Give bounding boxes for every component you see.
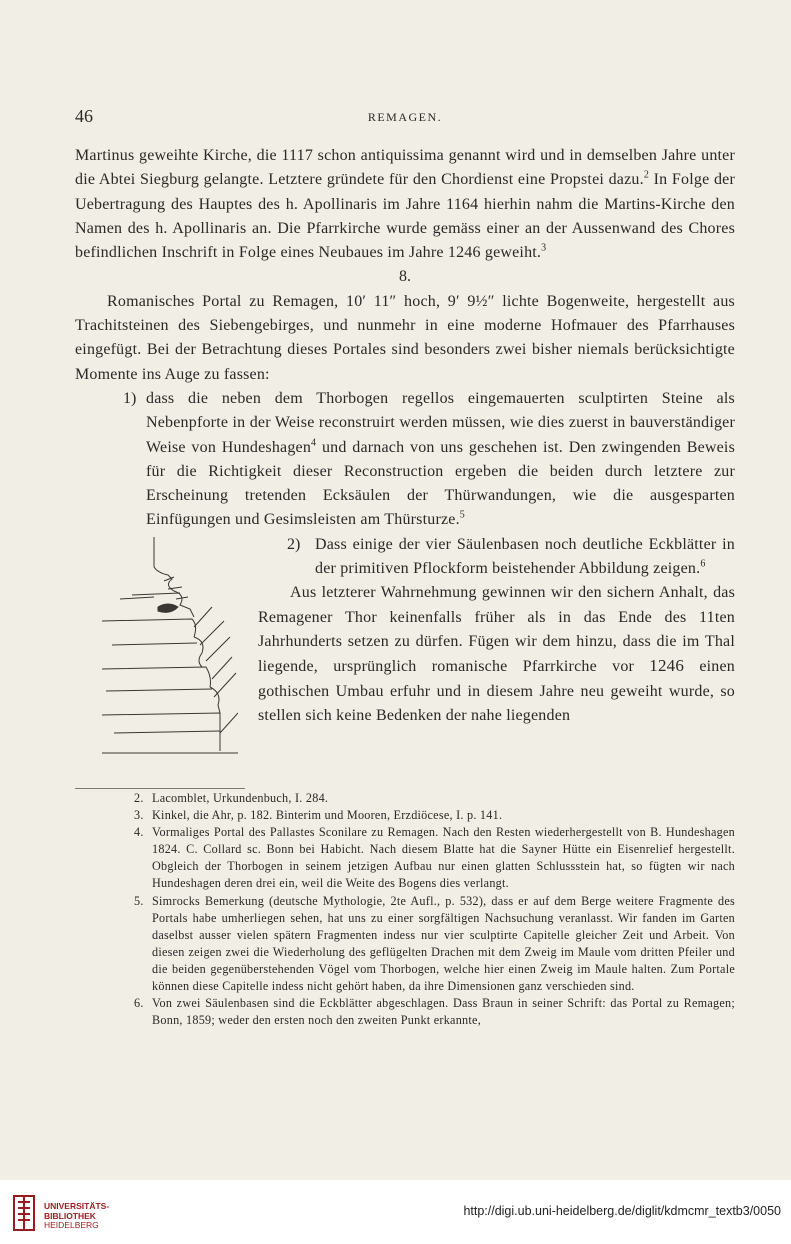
footnote-ref-5[interactable]: 5 xyxy=(459,510,465,522)
conclusion-paragraph xyxy=(258,581,735,728)
intro-text-a: Martinus geweihte Kirche, die 1117 schon antiquissima genannt wird und in demselben Jahre unter die Abtei Siegburg gelangte. Letztere gründete für den Chordienst eine Propstei dazu. xyxy=(75,147,735,189)
footnote-text: Lacomblet, Urkundenbuch, I. 284. xyxy=(152,791,329,805)
footnote-number: 6. xyxy=(134,996,144,1011)
footnote-divider xyxy=(75,788,245,789)
list-item-1 xyxy=(75,387,735,533)
list-number-1: 1) xyxy=(123,389,137,407)
item2-text: Dass einige der vier Säulenbasen noch deutliche Eckblätter in der primitiven Pflockform beistehender Abbildung zeigen. xyxy=(315,535,735,578)
para3-text-b: einen gothischen Umbau erfuhr und in diesem Jahre neu geweiht wurde, so stellen sich keine Bedenken der nahe liegenden xyxy=(258,658,735,724)
footnote-ref-6[interactable]: 6 xyxy=(700,558,706,570)
footnote-text: Von zwei Säulenbasen sind die Eckblätter abgeschlagen. Dass Braun in seiner Schrift: das Portal zu Remagen; Bonn, 1859; weder den ersten noch den zweiten Punkt erkannte, xyxy=(152,996,735,1028)
footnote-2 xyxy=(134,790,735,807)
footnotes xyxy=(134,790,735,1029)
para3-year: 1246 xyxy=(649,656,685,676)
footnote-text: Vormaliges Portal des Pallastes Sconilare zu Remagen. Nach den Resten wiederhergestellt von B. Hundeshagen 1824. C. Collard sc. Bonn bei Habicht. Nach diesem Blatte hat die Sayner Hütte ein Eisenrelief hergestellt. Obgleich der Thorbogen in seinem jetzigen Aufbau nur einen glatten Schlussstein hat, so fügten wir nach Hundeshagen deren drei ein, weil die Weite des Bogens dies verlangt. xyxy=(152,825,735,891)
body-text xyxy=(75,144,735,728)
running-title: REMAGEN. xyxy=(367,110,443,124)
list-item-2-text xyxy=(315,533,735,582)
list-item-1-text xyxy=(146,387,735,533)
logo-line-3: HEIDELBERG xyxy=(44,1220,99,1230)
footnote-ref-4[interactable]: 4 xyxy=(311,437,317,449)
footnote-number: 3. xyxy=(134,808,144,823)
viewer-footer xyxy=(0,1180,791,1244)
portal-paragraph: Romanisches Portal zu Remagen, 10′ 11″ hoch, 9′ 9½″ lichte Bogenweite, hergestellt aus Trachitsteinen des Siebengebirges, und nunmehr in eine moderne Hofmauer des Pfarrhauses eingefügt. Bei der Betrachtung dieses Portales sind besonders zwei bisher niemals berücksichtigte Momente ins Auge zu fassen: xyxy=(75,292,735,383)
column-base-illustration xyxy=(102,537,238,757)
intro-text-b: In Folge der Uebertragung des Hauptes des h. Apollinaris im Jahre 1164 hierhin nahm die Martins-Kirche den Namen des h. Apollinaris an. Die Pfarrkirche wurde gemäss einer an der Aussenwand des Chores befindlichen Inschrift in Folge eines Neubaues im Jahre 1246 geweiht. xyxy=(75,171,735,262)
footnote-number: 2. xyxy=(134,791,144,805)
figure-side-text xyxy=(258,533,735,728)
footnote-text: Simrocks Bemerkung (deutsche Mythologie, 2te Aufl., p. 532), dass er auf dem Berge weitere Fragmente des Portals habe umherliegen sehen, hat uns zu einer sorgfältigen Nachsuchung veranlasst. Wir fanden im Garten daselbst ausser vielen spätern Fragmenten indess nur vier sculptirte Capitelle gleicher Zeit und Arbeit. Von diesen zeigen zwei die Wiederholung des geflügelten Drachen mit dem Zweig im Maule vom dritten Pfeiler und die beiden gegenüberstehenden Vögel vom Thorbogen, welche hier einen Zweig im Maule halten. Zum Portale können diese Capitelle indess nicht gehört haben, da ihre Dimensionen ganz verschieden sind. xyxy=(152,893,735,994)
footnote-number: 5. xyxy=(134,893,144,908)
logo-line-1: UNIVERSITÄTS- xyxy=(44,1201,110,1211)
footnote-number: 4. xyxy=(134,825,144,840)
item1-text-b: und darnach von uns geschehen ist. Den zwingenden Beweis für die Richtigkeit dieser Reconstruction ergeben die beiden durch letztere zur Erscheinung tretenden Ecksäulen der Thürwandungen, wie die ausgesparten Einfügungen und Gesimsleisten am Thürsturze. xyxy=(146,438,735,529)
footnote-4 xyxy=(134,824,735,892)
footnote-text: Kinkel, die Ahr, p. 182. Binterim und Mooren, Erzdiöcese, I. p. 141. xyxy=(152,808,503,823)
university-library-logo-icon[interactable] xyxy=(10,1192,38,1234)
list-item-2 xyxy=(258,533,735,582)
footnote-5 xyxy=(134,893,735,996)
item1-text-a: dass die neben dem Thorbogen regellos eingemauerten sculptirten Steine als Nebenpforte in der Weise reconstruirt werden müssen, wie dies zuerst in bauverständiger Weise von Hundeshagen xyxy=(146,389,735,456)
section-number: 8. xyxy=(399,268,411,286)
footnote-ref-2[interactable]: 2 xyxy=(643,169,650,181)
logo-line-2: BIBLIOTHEK xyxy=(44,1210,96,1221)
permalink-url[interactable]: http://digi.ub.uni-heidelberg.de/diglit/kdmcmr_textb3/0050 xyxy=(463,1204,781,1218)
footnote-6 xyxy=(134,995,735,1029)
footnote-ref-3[interactable]: 3 xyxy=(541,242,547,254)
library-logo-text[interactable] xyxy=(44,1202,109,1231)
figure-block xyxy=(75,533,735,728)
para3-text-a: Aus letzterer Wahrnehmung gewinnen wir den sichern Anhalt, das Remagener Thor keinenfalls früher als in das Ende des 11ten Jahrhunderts setzen zu dürfen. Fügen wir dem hinzu, dass die im Thal liegende, ursprünglich romanische Pfarrkirche vor xyxy=(258,584,735,676)
page-number: 46 xyxy=(75,106,93,126)
page-header xyxy=(75,106,735,130)
footnote-3 xyxy=(134,807,735,824)
list-number-2: 2) xyxy=(287,535,301,553)
intro-paragraph xyxy=(75,144,735,265)
